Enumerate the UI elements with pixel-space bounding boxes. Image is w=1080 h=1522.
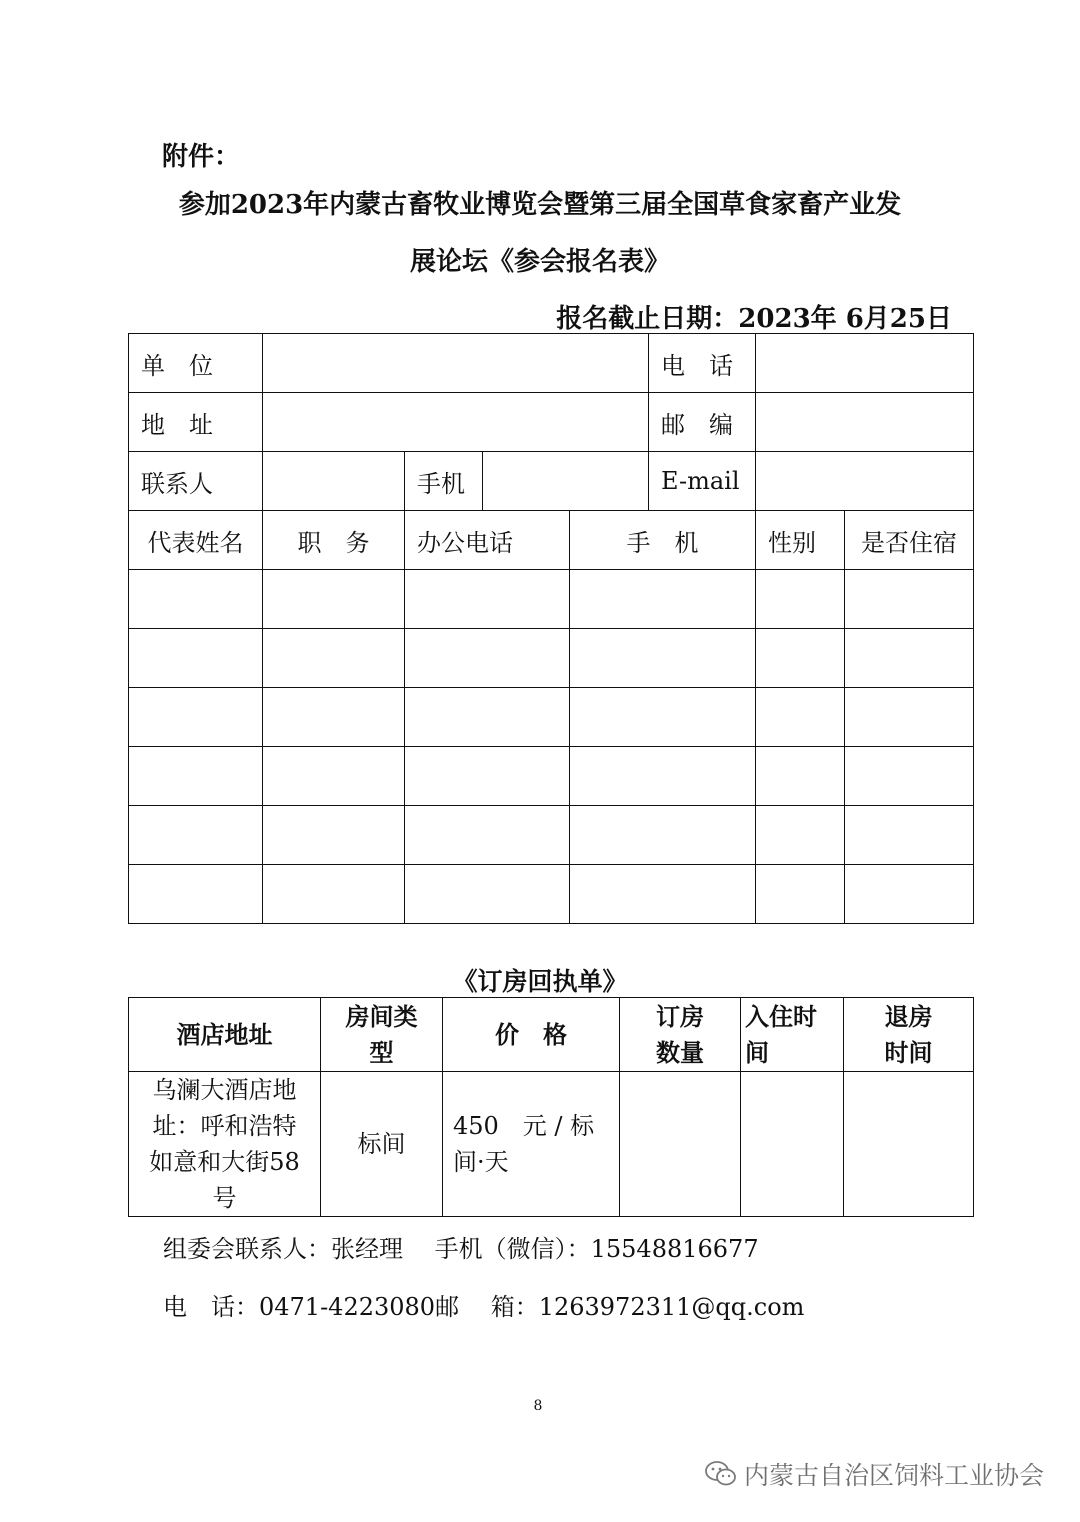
- form-title-line1: 参加2023年内蒙古畜牧业博览会暨第三届全国草食家畜产业发: [178, 190, 902, 220]
- postcode-field[interactable]: [756, 393, 974, 452]
- unit-field[interactable]: [263, 334, 649, 393]
- position-cell[interactable]: [263, 570, 405, 629]
- position-cell[interactable]: [263, 688, 405, 747]
- address-field[interactable]: [263, 393, 649, 452]
- col-check-in: 入住时间: [741, 998, 844, 1072]
- hotel-address-cell: 乌澜大酒店地址：呼和浩特如意和大街58号: [129, 1072, 321, 1217]
- delegate-row: [129, 806, 974, 865]
- col-mobile: 手 机: [570, 511, 756, 570]
- office-phone-cell[interactable]: [405, 570, 570, 629]
- delegate-name-cell[interactable]: [129, 806, 263, 865]
- page-number: 8: [533, 1398, 543, 1414]
- mobile-label: 手机: [405, 452, 483, 511]
- accommodation-cell[interactable]: [845, 570, 974, 629]
- organizer-contact: 组委会联系人：张经理 手机（微信）：15548816677: [163, 1235, 759, 1263]
- mobile-cell[interactable]: [570, 747, 756, 806]
- office-phone-cell[interactable]: [405, 629, 570, 688]
- delegate-row: [129, 570, 974, 629]
- address-label: 地 址: [129, 393, 263, 452]
- delegate-row: [129, 688, 974, 747]
- accommodation-cell[interactable]: [845, 688, 974, 747]
- gender-cell[interactable]: [756, 570, 845, 629]
- gender-cell[interactable]: [756, 688, 845, 747]
- check-in-cell[interactable]: [741, 1072, 844, 1217]
- mobile-cell[interactable]: [570, 865, 756, 924]
- col-check-out: 退房时间: [844, 998, 974, 1072]
- accommodation-cell[interactable]: [845, 747, 974, 806]
- mobile-cell[interactable]: [570, 688, 756, 747]
- delegate-name-cell[interactable]: [129, 629, 263, 688]
- office-phone-cell[interactable]: [405, 806, 570, 865]
- attachment-label: 附件：: [162, 142, 241, 172]
- mobile-field[interactable]: [483, 452, 649, 511]
- position-cell[interactable]: [263, 747, 405, 806]
- accommodation-cell[interactable]: [845, 865, 974, 924]
- col-price: 价 格: [443, 998, 620, 1072]
- email-label: E-mail: [649, 452, 756, 511]
- room-count-cell[interactable]: [620, 1072, 741, 1217]
- position-cell[interactable]: [263, 629, 405, 688]
- watermark: [704, 1456, 1044, 1492]
- office-phone-cell[interactable]: [405, 865, 570, 924]
- wechat-icon: [704, 1460, 738, 1488]
- contact-person-label: 联系人: [129, 452, 263, 511]
- hotel-form-title: 《订房回执单》: [452, 967, 628, 996]
- email-field[interactable]: [756, 452, 974, 511]
- room-type-cell: 标间: [321, 1072, 443, 1217]
- col-accommodation: 是否住宿: [845, 511, 974, 570]
- registration-deadline: 报名截止日期：2023年 6月25日: [556, 304, 952, 334]
- registration-table: [128, 333, 974, 924]
- delegate-row: [129, 865, 974, 924]
- position-cell[interactable]: [263, 806, 405, 865]
- col-office-phone: 办公电话: [405, 511, 570, 570]
- gender-cell[interactable]: [756, 629, 845, 688]
- delegate-name-cell[interactable]: [129, 570, 263, 629]
- phone-field[interactable]: [756, 334, 974, 393]
- accommodation-cell[interactable]: [845, 806, 974, 865]
- col-room-type: 房间类型: [321, 998, 443, 1072]
- organizer-phone-email: 电 话：0471-4223080邮 箱：1263972311@qq.com: [163, 1293, 805, 1321]
- col-room-count: 订房数量: [620, 998, 741, 1072]
- col-hotel-address: 酒店地址: [129, 998, 321, 1072]
- position-cell[interactable]: [263, 865, 405, 924]
- delegate-name-cell[interactable]: [129, 865, 263, 924]
- postcode-label: 邮 编: [649, 393, 756, 452]
- delegate-row: [129, 629, 974, 688]
- office-phone-cell[interactable]: [405, 688, 570, 747]
- check-out-cell[interactable]: [844, 1072, 974, 1217]
- col-position: 职 务: [263, 511, 405, 570]
- unit-label: 单 位: [129, 334, 263, 393]
- gender-cell[interactable]: [756, 747, 845, 806]
- col-gender: 性别: [756, 511, 845, 570]
- col-delegate-name: 代表姓名: [129, 511, 263, 570]
- hotel-booking-table: [128, 997, 974, 1217]
- phone-label: 电 话: [649, 334, 756, 393]
- mobile-cell[interactable]: [570, 806, 756, 865]
- price-cell: 450 元 / 标间·天: [443, 1072, 620, 1217]
- gender-cell[interactable]: [756, 806, 845, 865]
- delegate-name-cell[interactable]: [129, 688, 263, 747]
- delegate-name-cell[interactable]: [129, 747, 263, 806]
- contact-person-field[interactable]: [263, 452, 405, 511]
- accommodation-cell[interactable]: [845, 629, 974, 688]
- delegate-row: [129, 747, 974, 806]
- watermark-text: 内蒙古自治区饲料工业协会: [743, 1461, 1044, 1490]
- mobile-cell[interactable]: [570, 629, 756, 688]
- form-title-line2: 展论坛《参会报名表》: [409, 247, 670, 277]
- gender-cell[interactable]: [756, 865, 845, 924]
- mobile-cell[interactable]: [570, 570, 756, 629]
- office-phone-cell[interactable]: [405, 747, 570, 806]
